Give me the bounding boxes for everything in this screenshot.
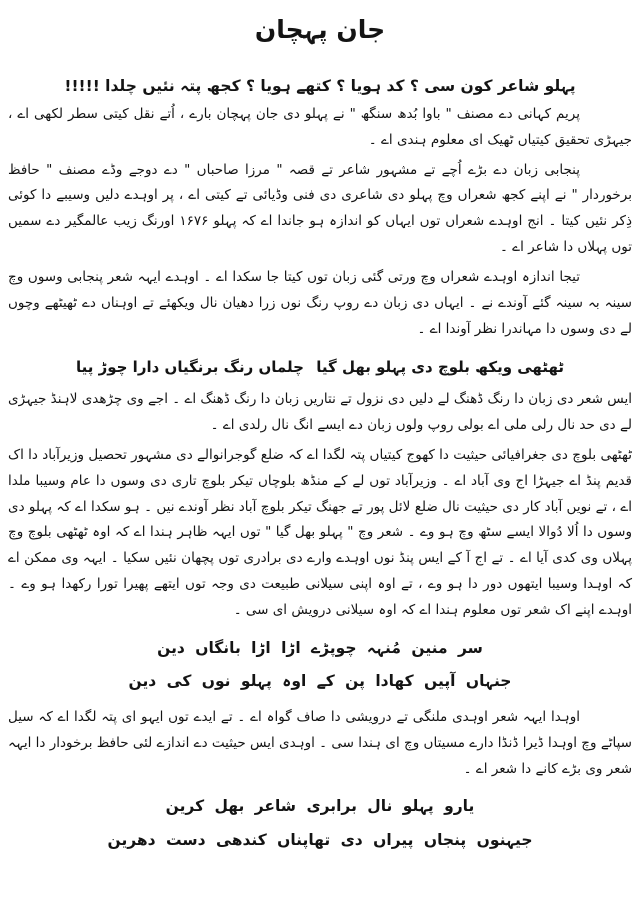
paragraph-verse-language: ایس شعر دی زبان دا رنگ ڈھنگ لے دلیں دی نزول تے نتاریں زبان دا رنگ ڈھنگ اے ۔ اجے وی چڑھدی لاہنڈ جیہڑی لے دی حد نال رلی ملی اے بولی روپ ولوں زبان دے ایسے انگ نال رلدی اے ۔ [8, 390, 632, 433]
intro-question-line: پہلو شاعر کون سی ؟ کد ہویا ؟ کتھے ہویا ؟ کجھ پتہ نئیں چلدا !!!!! [64, 76, 576, 95]
couplet-3 [8, 790, 632, 857]
couplet-1-left-hemistich: چلماں رنگ برنگیاں دارا چوڑ پیا [76, 357, 304, 376]
couplet-1 [8, 355, 632, 379]
couplet-3-line-2: جیہنوں پنجاں پیراں دی تھاپناں کندھی دست دھرین [107, 830, 533, 849]
paragraph-dervish-evidence: اوہدا ایہہ شعر اوہدی ملنگی تے درویشی دا صاف گواہ اے ۔ تے ایدے توں ایہو ای پتہ لگدا اے کہ سیل سپاٹے وچ اوہدا ڈیرا ڈنڈا دارے مسیتاں وچ ای ہندا سی ۔ اوہدی ایس حیثیت دے اندازے لئی حافظ برخودار دا ایہہ شعر وی بڑے کانے دا شعر اے ۔ [8, 708, 632, 777]
couplet-2-line-1: سر منین مُنہہ چوپڑے اڑا اڑا بانگاں دین [157, 639, 483, 658]
paragraph-thatthi-baloch-geography: ٹھٹھی بلوچ دی جغرافیائی حیثیت دا کھوج کیتیاں پتہ لگدا اے کہ ضلع گوجرانوالے دی مشہور تحصیل وزیرآباد دا اک قدیم پنڈ اے جیہڑا اج وی آباد اے ۔ وزیرآباد توں لے کے منڈھ بلوچاں تیکر بلوچ تاری دی وسوں دا عام وسیبا ملدا اے ، تے نویں آباد کار دی حیثیت نال ضلع لائل پور تے جھنگ تیکر بلوچ آباد نظر آوندے نیں ۔ ہو سکدا اے کہ پہلو دی وسوں دا اُلا دُوالا ایسے سٹھ وچ ہو وے ۔ شعر وچ " پہلو بھل گیا " توں ایہہ ظاہر ہندا اے کہ اوہ ٹھٹھی بلوچ وچ پہلاں وی کدی آیا اے ۔ تے اج آ کے ایس پنڈ نوں اوہدے وارے دی برادری توں پچھان نئیں سکیا ۔ ایہہ وی ممکن اے کہ اوہدا وسیبا ایتھوں دور دا ہو وے ، تے اوہ اپنی سیلانی طبیعت دی وجہ توں ایتھے پھیرا تورا رکھدا ہو وے ۔ اوہدے اپنے اک شعر توں معلوم ہندا اے کہ اوہ سیلانی درویش ای سی ۔ [8, 446, 632, 619]
couplet-2 [8, 632, 632, 699]
couplet-1-right-hemistich: ٹھٹھی ویکھ بلوچ دی پہلو بھل گیا [316, 357, 564, 376]
paragraph-language-estimate: تیجا اندازہ اوہدے شعراں وچ ورتی گئی زبان توں کیتا جا سکدا اے ۔ اوہدے ایہہ شعر پنجابی وسوں وچ سینہ بہ سینہ گئے آوندے نے ۔ ایہاں دی زبان دے روپ رنگ نوں زرا دھیان نال ویکھئے تے اوہناں دے ٹھیٹھے وچوں لے دی وسوں دا مہاندرا نظر آوندا اے ۔ [8, 269, 632, 337]
couplet-2-line-2: جنہاں آپیں کھادا پن کے اوہ پہلو نوں کی دین [128, 672, 512, 691]
couplet-3-line-1: یارو پہلو نال برابری شاعر بھل کرین [165, 797, 475, 816]
paragraph-prem-kahani: پریم کہانی دے مصنف " باوا بُدھ سنگھ " نے پہلو دی جان پہچان بارے ، اُتے نقل کیتی سطر لکھی اے ، جیہڑی تحقیق کیتیاں ٹھیک ای معلوم ہندی اے ۔ [8, 105, 632, 148]
paragraph-hafiz-barkhurdar: پنجابی زبان دے بڑے اُچے تے مشہور شاعر تے قصہ " مرزا صاحباں " دے دوجے وڈے مصنف " حافظ برخوردار " نے اپنے کجھ شعراں وچ پہلو دی شاعری دی فنی وڈیائی تے کیتی اے ، پر اوہدے دلیں وسیبے دا کوئی ذِکر نئیں کیتا ۔ انج اوہدے شعراں توں ایہاں کو اندازہ ہو جاندا اے کہ پہلو ۱۶۷۶ اورنگ زیب عالمگیر دے سمیں توں پہلاں دا شاعر اے ۔ [8, 161, 632, 256]
page-title: جان پہچان [254, 15, 386, 44]
